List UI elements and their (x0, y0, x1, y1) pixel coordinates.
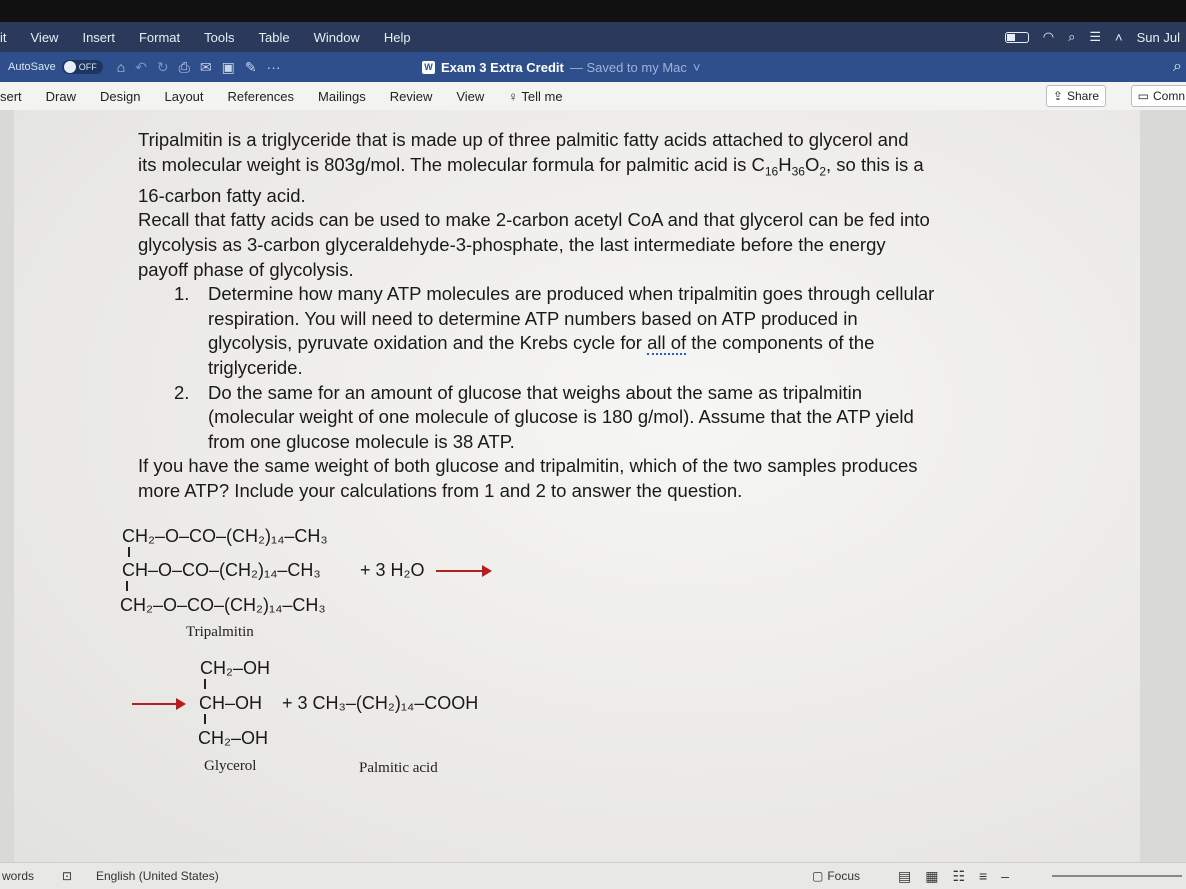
menu-tools[interactable]: Tools (204, 29, 235, 45)
tab-design[interactable]: Design (100, 88, 141, 104)
comment-icon: ▭ (1137, 89, 1149, 103)
focus-icon: ▢ (812, 869, 824, 883)
ribbon-tabs (0, 82, 1186, 111)
q1-line1: Determine how many ATP molecules are produced when tripalmitin goes through cellular (208, 283, 935, 305)
document-title-area[interactable] (422, 52, 700, 82)
para2-line1: Recall that fatty acids can be used to make 2-carbon acetyl CoA and that glycerol can be fed into (138, 209, 930, 231)
menu-insert[interactable]: Insert (82, 29, 115, 45)
bond-line (204, 714, 206, 724)
question-2 (138, 381, 1018, 455)
para3-line1: If you have the same weight of both glucose and tripalmitin, which of the two samples produces (138, 455, 918, 477)
document-page[interactable] (14, 110, 1140, 862)
document-canvas[interactable] (0, 110, 1186, 862)
edit-icon[interactable]: ✎ (244, 58, 257, 75)
tripalmitin-line3: CH₂–O–CO–(CH₂)₁₄–CH₃ (120, 595, 326, 615)
question-1-number: 1. (174, 283, 190, 305)
question-2-number: 2. (174, 381, 190, 403)
glycerol-line3: CH₂–OH (198, 728, 268, 748)
document-title: Exam 3 Extra Credit (441, 59, 564, 75)
share-label: Share (1066, 89, 1099, 103)
share-icon: ⇪ (1052, 89, 1063, 103)
control-center-icon[interactable]: ☰ (1089, 29, 1102, 44)
question-1 (138, 282, 1018, 380)
email-icon[interactable]: ✉ (199, 58, 212, 75)
q2-line2: (molecular weight of one molecule of glucose is 180 g/mol). Assume that the ATP yield (208, 406, 914, 428)
word-count[interactable]: words (2, 869, 35, 883)
tab-review[interactable]: Review (389, 88, 433, 104)
spotlight-search-icon[interactable]: ⌕ (1068, 29, 1076, 44)
draft-icon[interactable]: ≡ (979, 867, 988, 884)
para1-line1: Tripalmitin is a triglyceride that is made up of three palmitic fatty acids attached to glycerol and (138, 129, 909, 150)
grammar-flag[interactable]: all of (647, 332, 687, 354)
para2-line3: payoff phase of glycolysis. (138, 258, 354, 280)
view-buttons (898, 868, 1009, 885)
outline-icon[interactable]: ☷ (952, 867, 966, 884)
undo-icon[interactable]: ↶ (135, 58, 147, 75)
autosave-label: AutoSave (8, 61, 56, 73)
q1-line2: respiration. You will need to determine ATP numbers based on ATP produced in (208, 307, 858, 329)
document-body[interactable] (138, 128, 1018, 504)
palmitic-acid-term: + 3 CH₃–(CH₂)₁₄–COOH (282, 693, 479, 713)
q1-line3: glycolysis, pyruvate oxidation and the Krebs cycle for all of the components of the (208, 332, 875, 354)
para3-line2: more ATP? Include your calculations from 1 and 2 to answer the question. (138, 480, 743, 501)
reaction-arrow-icon (132, 703, 178, 705)
language-indicator[interactable]: English (United States) (96, 869, 219, 883)
autosave-toggle[interactable] (62, 60, 103, 74)
autosave[interactable] (8, 60, 103, 74)
tell-me[interactable] (496, 89, 574, 104)
search-icon[interactable]: ⌕ (1173, 58, 1182, 75)
bond-line (126, 581, 128, 591)
chevron-down-icon: ˅ (692, 59, 701, 75)
tripalmitin-label: Tripalmitin (186, 624, 254, 640)
glycerol-line1: CH₂–OH (200, 658, 270, 678)
focus-button[interactable] (812, 869, 860, 883)
word-doc-icon: W (422, 61, 435, 74)
zoom-slider[interactable] (1052, 875, 1182, 877)
chevron-up-icon[interactable]: ˄ (1115, 29, 1123, 45)
comments-label: Comn (1152, 89, 1185, 103)
status-bar (0, 862, 1186, 889)
share-button[interactable] (1046, 85, 1106, 107)
palmitic-acid-label: Palmitic acid (359, 760, 438, 776)
tab-draw[interactable]: Draw (45, 88, 77, 104)
menu-edit[interactable]: it (0, 29, 7, 45)
q2-line3: from one glucose molecule is 38 ATP. (208, 430, 515, 452)
home-icon[interactable]: ⌂ (116, 58, 126, 75)
tab-view[interactable]: View (456, 88, 485, 104)
tripalmitin-line2: CH–O–CO–(CH₂)₁₄–CH₃ (122, 560, 321, 580)
menu-help[interactable]: Help (383, 29, 411, 45)
save-icon[interactable]: ▣ (221, 58, 235, 75)
more-button[interactable]: ··· (266, 58, 281, 75)
tell-me-label: Tell me (521, 88, 563, 104)
toggle-knob-icon (64, 61, 76, 73)
para1-line2: its molecular weight is 803g/mol. The molecular formula for palmitic acid is $C_{16}H_{36}O_2$, so this is a (138, 153, 924, 179)
battery-icon[interactable] (1005, 32, 1029, 43)
reaction-arrow-icon (436, 570, 484, 572)
para2-line2: glycolysis as 3-carbon glyceraldehyde-3-phosphate, the last intermediate before the energy (138, 234, 886, 256)
tripalmitin-line1: CH₂–O–CO–(CH₂)₁₄–CH₃ (122, 526, 328, 546)
tab-mailings[interactable]: Mailings (318, 88, 366, 104)
bond-line (204, 679, 206, 689)
menubar-clock[interactable]: Sun Jul (1136, 29, 1180, 45)
tab-insert[interactable]: sert (0, 88, 22, 104)
zoom-out-icon[interactable]: – (1001, 867, 1009, 884)
tab-layout[interactable]: Layout (164, 88, 204, 104)
proofing-icon[interactable]: ⊡ (62, 869, 73, 883)
bond-line (128, 547, 130, 557)
menu-view[interactable]: View (30, 29, 59, 45)
menu-window[interactable]: Window (313, 29, 360, 45)
tab-references[interactable]: References (227, 88, 295, 104)
glycerol-line2: CH–OH (199, 693, 263, 713)
word-title-toolbar (0, 52, 1186, 82)
q1-line4: triglyceride. (208, 357, 303, 379)
lightbulb-icon: ♀ (508, 88, 519, 104)
print-icon[interactable]: ⎙ (178, 58, 190, 75)
wifi-icon[interactable]: ◠ (1042, 29, 1055, 44)
print-layout-icon[interactable]: ▤ (898, 867, 912, 884)
mac-menubar (0, 22, 1186, 52)
autosave-state: OFF (78, 62, 97, 72)
menu-table[interactable]: Table (258, 29, 290, 45)
redo-icon[interactable]: ↻ (156, 58, 169, 75)
glycerol-label: Glycerol (204, 758, 257, 774)
saved-status: — Saved to my Mac (569, 59, 687, 75)
focus-label: Focus (827, 869, 861, 883)
q2-line1: Do the same for an amount of glucose that weighs about the same as tripalmitin (208, 381, 863, 403)
comments-button[interactable] (1131, 85, 1186, 107)
menu-format[interactable]: Format (138, 29, 181, 45)
water-term: + 3 H₂O (360, 560, 425, 580)
web-layout-icon[interactable]: ▦ (925, 867, 939, 884)
para1-line3: 16-carbon fatty acid. (138, 184, 306, 206)
